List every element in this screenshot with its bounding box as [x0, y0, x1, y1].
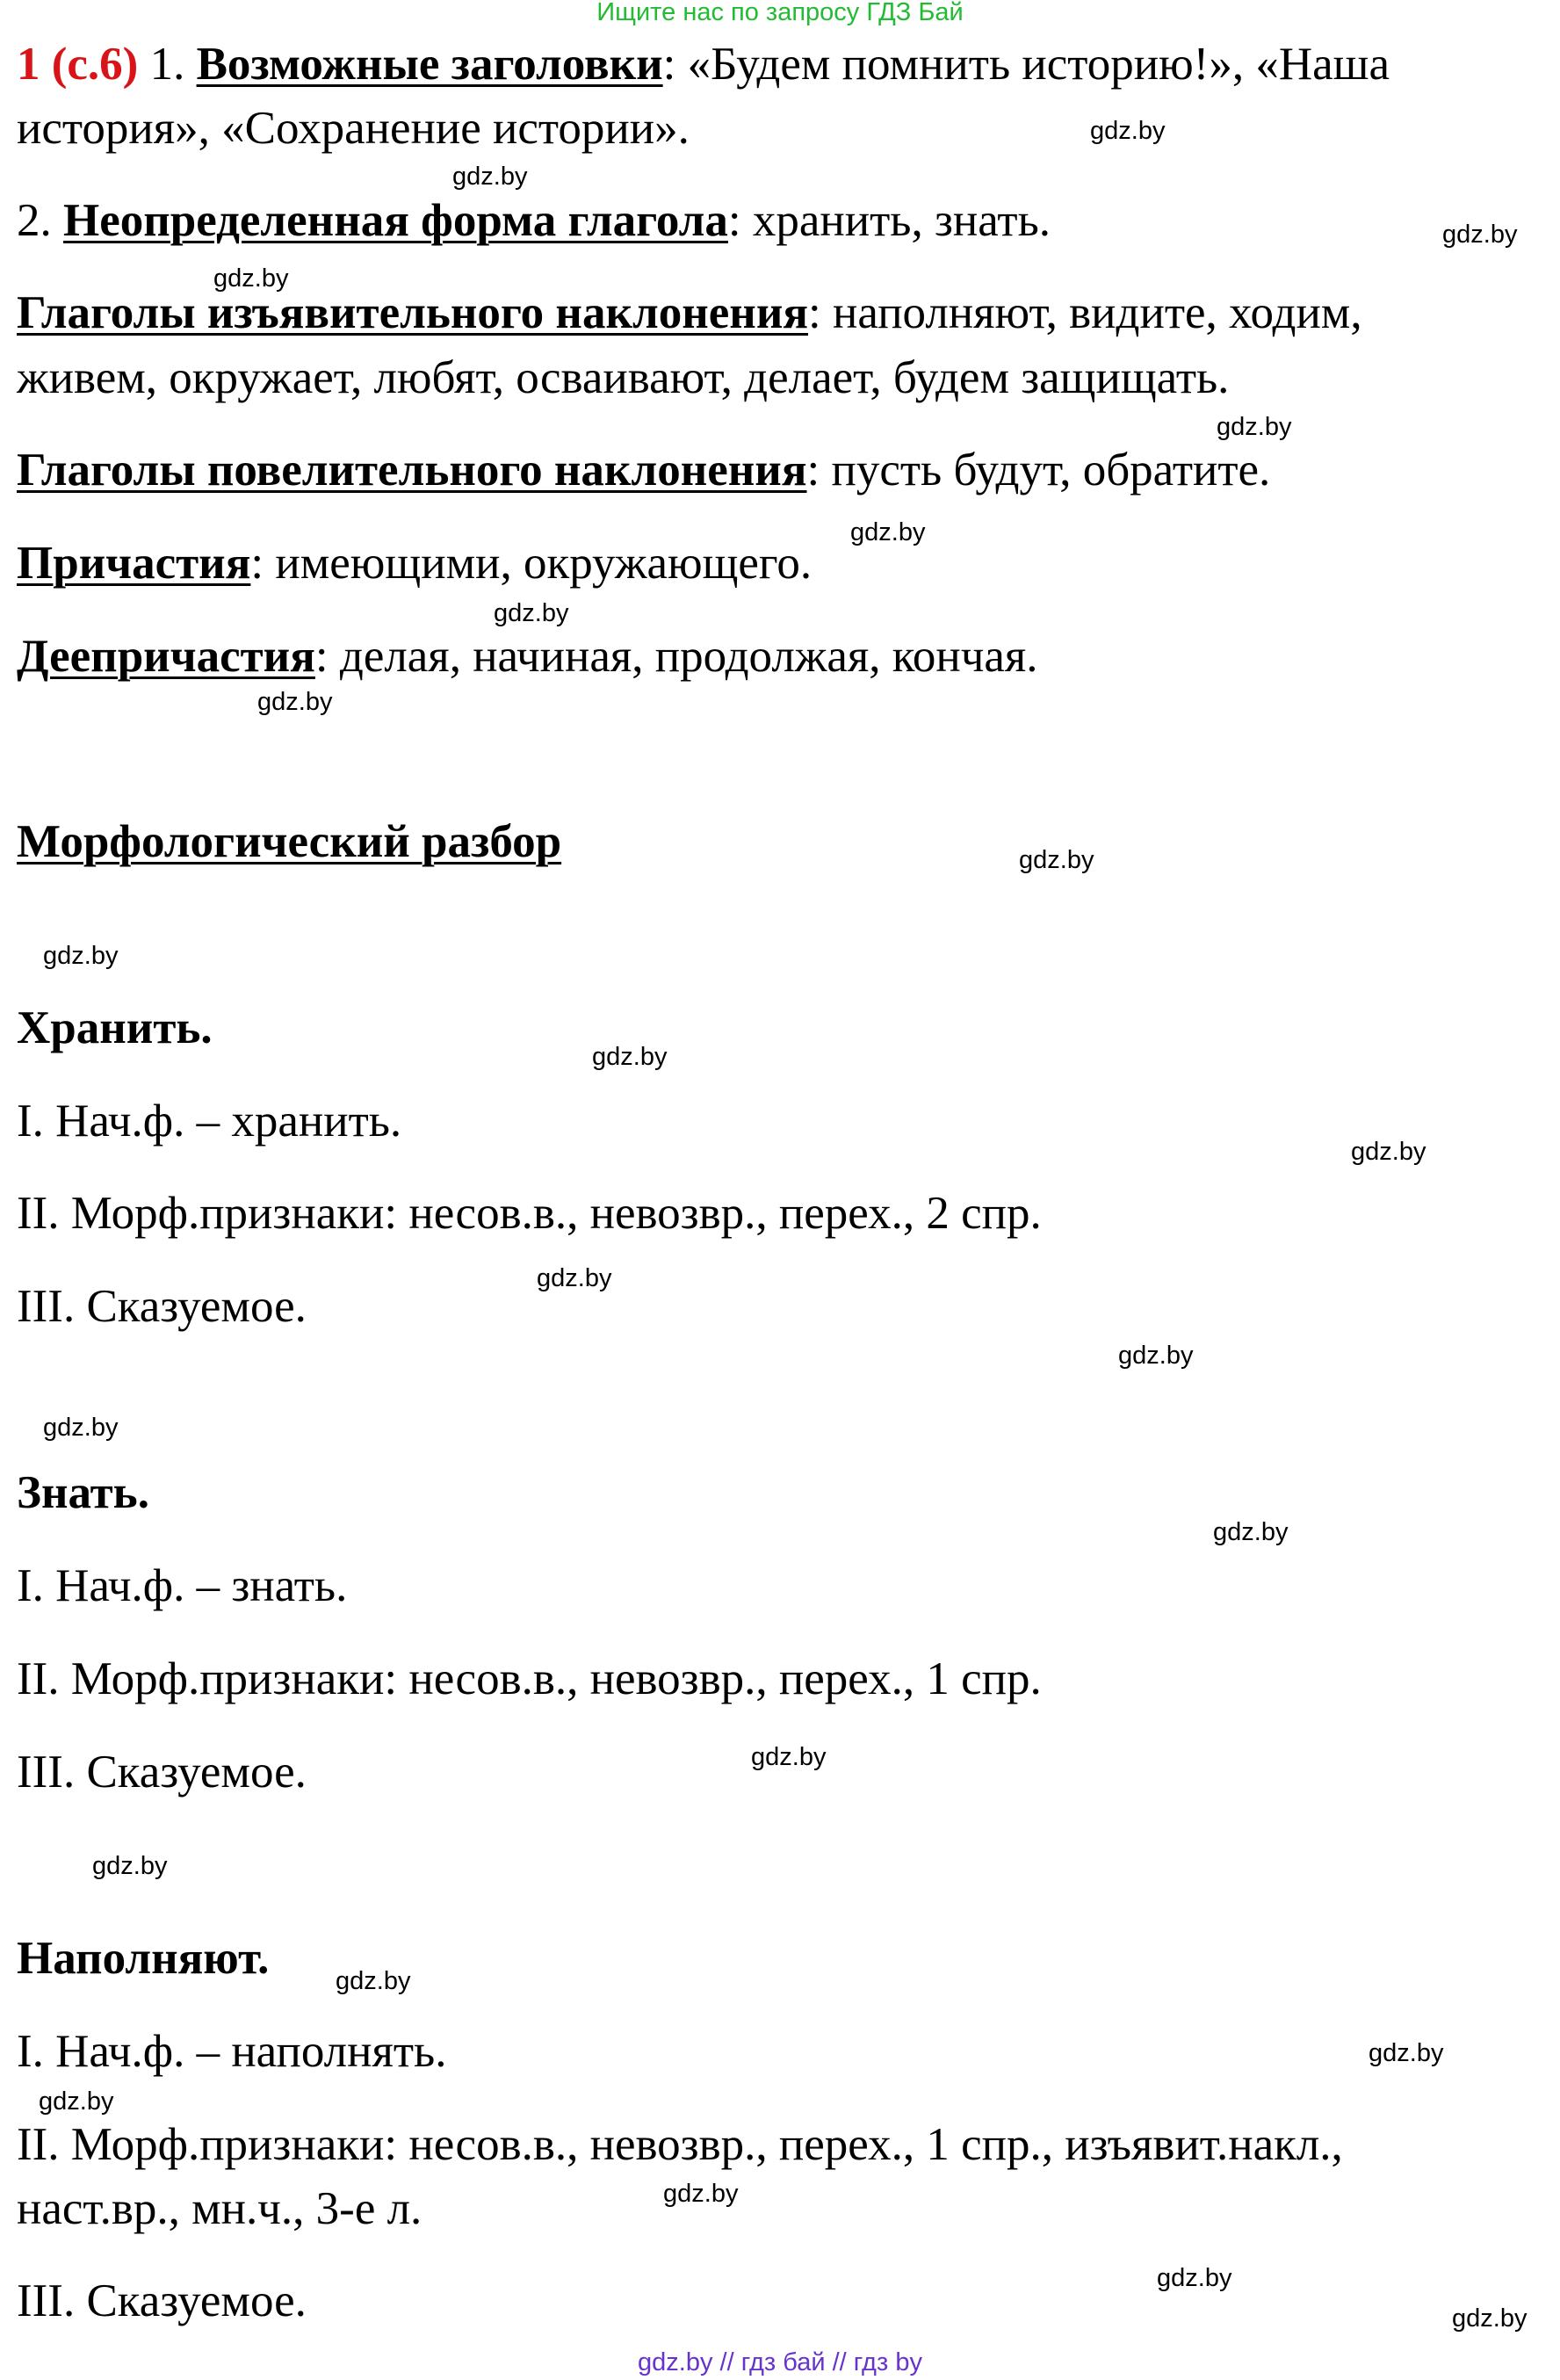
watermark: gdz.by [1217, 413, 1292, 441]
watermark: gdz.by [1019, 846, 1094, 874]
analysis-word-1: Хранить. [17, 1002, 213, 1053]
analysis-2-line-2: II. Морф.признаки: несов.в., невозвр., перех., 1 спр. [17, 1653, 1042, 1704]
watermark: gdz.by [1157, 2264, 1232, 2292]
analysis-3-line-2b: наст.вр., мн.ч., 3-е л. [17, 2183, 422, 2234]
indicative-text-1: : наполняют, видите, ходим, [808, 287, 1362, 338]
watermark: gdz.by [1369, 2039, 1444, 2067]
infinitive-text: : хранить, знать. [727, 195, 1051, 246]
analysis-word-3: Наполняют. [17, 1933, 270, 1984]
imperative-label: Глаголы повелительного наклонения [17, 445, 807, 496]
gerunds-label: Деепричастия [17, 631, 315, 682]
watermark: gdz.by [1090, 117, 1166, 145]
morph-heading: Морфологический разбор [17, 816, 562, 867]
watermark: gdz.by [663, 2180, 739, 2208]
watermark: gdz.by [336, 1967, 411, 1995]
analysis-3-line-3: III. Сказуемое. [17, 2275, 307, 2326]
watermark: gdz.by [452, 163, 528, 191]
task1-line-imperative [17, 447, 1270, 494]
task1-line-titles [17, 41, 1390, 88]
watermark: gdz.by [751, 1743, 827, 1771]
task1-line-participles [17, 540, 812, 587]
imperative-text: : пусть будут, обратите. [806, 445, 1271, 496]
watermark: gdz.by [1442, 221, 1518, 249]
watermark: gdz.by [1213, 1518, 1289, 1546]
watermark: gdz.by [537, 1264, 612, 1292]
watermark: gdz.by [257, 688, 333, 716]
participles-label: Причастия [17, 538, 251, 589]
task-number: 1 (с.6) [17, 39, 139, 90]
infinitive-label: Неопределенная форма глагола [63, 195, 728, 246]
analysis-1-line-3: III. Сказуемое. [17, 1281, 307, 1332]
watermark: gdz.by [592, 1043, 668, 1071]
analysis-3-line-2a: II. Морф.признаки: несов.в., невозвр., перех., 1 спр., изъявит.накл., [17, 2119, 1343, 2170]
analysis-word-2: Знать. [17, 1467, 149, 1518]
watermark: gdz.by [1452, 2304, 1528, 2333]
analysis-1-line-2: II. Морф.признаки: несов.в., невозвр., перех., 2 спр. [17, 1188, 1042, 1239]
analysis-2-line-3: III. Сказуемое. [17, 1747, 307, 1798]
task1-line-infinitive [17, 195, 1051, 246]
watermark: gdz.by [1118, 1342, 1194, 1370]
watermark: gdz.by [39, 2087, 114, 2116]
gerunds-text: : делая, начиная, продолжая, кончая. [314, 631, 1038, 682]
titles-text-2: история», «Сохранение истории». [17, 103, 690, 154]
watermark: gdz.by [43, 1414, 119, 1442]
task1-line-indicative [17, 287, 1362, 338]
item2-number: 2. [17, 195, 63, 246]
indicative-label: Глаголы изъявительного наклонения [17, 287, 809, 338]
analysis-1-line-1: I. Нач.ф. – хранить. [17, 1096, 402, 1147]
titles-text-1: : «Будем помнить историю!», «Наша [662, 39, 1390, 90]
analysis-3-line-1: I. Нач.ф. – наполнять. [17, 2026, 447, 2077]
watermark: gdz.by [850, 518, 926, 546]
watermark: gdz.by [494, 599, 569, 627]
participles-text: : имеющими, окружающего. [250, 538, 812, 589]
analysis-2-line-1: I. Нач.ф. – знать. [17, 1560, 348, 1611]
search-banner: Ищите нас по запросу ГДЗ Бай [596, 0, 964, 26]
watermark: gdz.by [1351, 1138, 1426, 1166]
task1-line-gerunds [17, 633, 1038, 680]
footer-watermark: gdz.by // гдз бай // гдз by [638, 2348, 922, 2376]
titles-label: Возможные заголовки [196, 39, 663, 90]
watermark: gdz.by [92, 1852, 168, 1880]
item1-number: 1. [138, 39, 197, 90]
indicative-text-2: живем, окружает, любят, осваивают, делает, будем защищать. [17, 352, 1230, 403]
watermark: gdz.by [43, 942, 119, 970]
watermark: gdz.by [213, 264, 289, 293]
